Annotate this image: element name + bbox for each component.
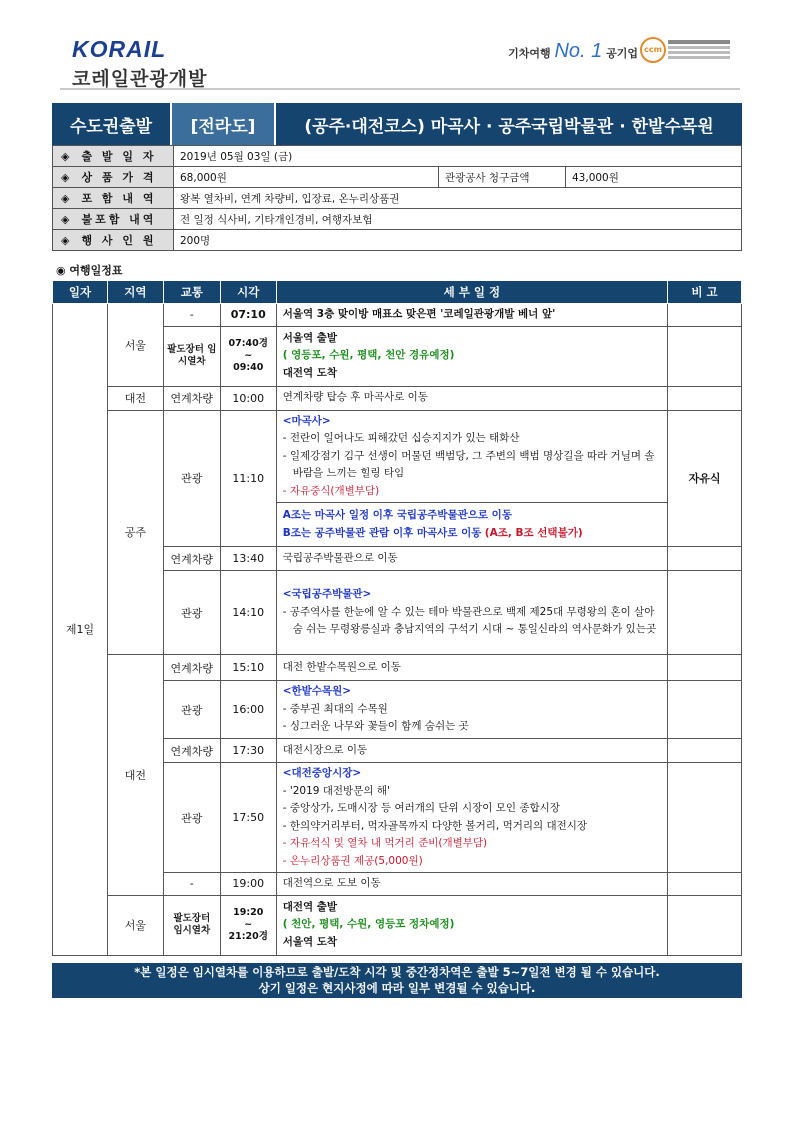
claim-label: 관광공사 청구금액 [439,167,566,188]
detail-line: - 전란이 일어나도 피해갔던 십승지지가 있는 태화산 [282,432,520,444]
detail-line: - 공주역사를 한눈에 알 수 있는 테마 박물관으로 백제 제25대 무령왕의 혼이 살아 숨 쉬는 무령왕릉실과 충남지역의 구석기 시대 ~ 통일신라의 역사문화가 있는곳 [282,605,657,636]
time-sep: ~ [244,350,253,361]
time-end: 09:40 [233,362,264,373]
place-title: <국립공주박물관> [282,588,372,601]
slogan-no1: No. 1 [554,40,603,62]
province: [전라도] [172,103,276,145]
date-value: 2019년 05월 03일 (금) [174,146,742,167]
course-title: (공주·대전코스) 마곡사 · 공주국립박물관 · 한밭수목원 [304,116,714,137]
claim-value: 43,000원 [566,167,742,188]
info-row-people [53,230,742,251]
detail-line: 대전역 출발 [282,900,338,913]
diamond-marker-icon: ◈ [61,192,70,205]
group-warning: (A조, B조 선택불가) [484,526,583,539]
detail-line: - 온누리상품권 제공(5,000원) [282,854,423,867]
detail-line: ( 천안, 평택, 수원, 영등포 정차예정) [282,918,455,931]
slogan [508,40,638,63]
footer-line-1: *본 일정은 임시열차를 이용하므로 출발/도착 시각 및 중간정차역은 출발 5~7일전 변경 될 수 있습니다. [134,965,660,979]
note-cell: 자유식 [668,410,742,547]
detail-line: - 중앙상가, 도매시장 등 여러개의 단위 시장이 모인 종합시장 [282,802,560,814]
col-header-detail: 세 부 일 정 [276,281,667,304]
detail-cell: 서울역 3층 맞이방 매표소 맞은편 '코레일관광개발 베너 앞' [276,304,667,327]
ccm-mark: ccm [640,37,666,63]
page-header [60,30,740,96]
transport-line: 임시열차 [178,344,217,367]
region-seoul: 서울 [107,304,163,387]
info-row-excluded [53,209,742,230]
time-start: 07:40경 [228,338,268,349]
transport-cell: 관광 [163,410,220,547]
detail-cell [276,503,667,547]
table-row [53,304,742,327]
transport-cell: - [163,873,220,896]
ccm-text-lines [668,38,730,61]
excluded-label: 불포함 내역 [81,213,157,226]
title-bar [52,103,742,145]
detail-line: - 자유중식(개별부담) [282,484,380,497]
time-end: 21:20경 [228,931,268,942]
transport-cell: 연계차량 [163,739,220,763]
time-start: 19:20 [233,907,264,918]
transport-cell: 관광 [163,571,220,655]
transport-cell: 연계차량 [163,547,220,571]
table-row [53,895,742,955]
transport-cell: 관광 [163,763,220,873]
detail-line: - '2019 대전방문의 해' [282,784,390,797]
table-row [53,386,742,410]
info-row-price [53,167,742,188]
note-cell [668,571,742,655]
transport-cell: - [163,304,220,327]
detail-cell: 대전시장으로 이동 [276,739,667,763]
detail-line: - 일제강점기 김구 선생이 머물던 백범당, 그 주변의 백범 명상길을 따라 거닐며 솔바람을 느끼는 힐링 타임 [282,449,655,479]
detail-line: 서울역 도착 [282,935,338,948]
detail-line: - 싱그러운 나무와 꽃들이 함께 숨쉬는 곳 [282,720,469,733]
detail-cell: 연계차량 탑승 후 마곡사로 이동 [276,386,667,410]
time-cell: 07:10 [220,304,276,327]
region-gongju: 공주 [107,410,163,655]
transport-cell [163,895,220,955]
note-cell [668,739,742,763]
date-label: 출 발 일 자 [81,150,157,163]
detail-line: 서울역 출발 [282,331,338,344]
diamond-marker-icon: ◈ [61,234,70,247]
diamond-marker-icon: ◈ [61,213,70,226]
note-cell [668,386,742,410]
transport-cell: 연계차량 [163,655,220,681]
col-header-note: 비 고 [668,281,742,304]
people-label: 행 사 인 원 [81,234,157,247]
time-cell: 17:30 [220,739,276,763]
time-cell: 10:00 [220,386,276,410]
detail-line: 대전역 도착 [282,366,338,379]
time-cell [220,326,276,386]
people-value: 200명 [174,230,742,251]
included-label: 포 함 내 역 [81,192,157,205]
time-cell: 16:00 [220,681,276,739]
product-info-table [52,145,742,251]
region-seoul: 서울 [107,895,163,955]
time-cell: 15:10 [220,655,276,681]
company-name: 코레일관광개발 [72,68,208,90]
footer-notice [52,963,742,998]
group-a-line: A조는 마곡사 일정 이후 국립공주박물관으로 이동 [282,509,512,521]
ccm-badge [640,36,732,62]
slogan-prefix: 기차여행 [508,47,551,60]
itinerary-label: ◉ 여행일정표 [56,264,123,277]
table-row [53,655,742,681]
transport-cell: 연계차량 [163,386,220,410]
header-divider [60,88,740,90]
diamond-marker-icon: ◈ [61,171,70,184]
detail-cell [276,763,667,873]
price-label: 상 품 가 격 [81,171,157,184]
time-cell [220,895,276,955]
time-cell: 17:50 [220,763,276,873]
note-cell [668,547,742,571]
note-cell [668,304,742,327]
transport-cell [163,326,220,386]
region-daejeon: 대전 [107,386,163,410]
detail-cell [276,681,667,739]
info-row-date [53,146,742,167]
table-row [53,410,742,503]
detail-cell [276,895,667,955]
col-header-time: 시각 [220,281,276,304]
slogan-suffix: 공기업 [606,47,638,60]
place-title: <대전중앙시장> [282,767,362,779]
price-value: 68,000원 [174,167,439,188]
note-cell [668,326,742,386]
time-sep: ~ [244,919,253,930]
departure-region: 수도권출발 [52,103,172,145]
detail-cell: 국립공주박물관으로 이동 [276,547,667,571]
time-cell: 11:10 [220,410,276,547]
note-cell [668,895,742,955]
detail-line: - 자유석식 및 열차 내 먹거리 준비(개별부담) [282,837,488,849]
transport-cell: 관광 [163,681,220,739]
group-b-line: B조는 공주박물관 관람 이후 마곡사로 이동 [282,526,482,539]
itinerary-table [52,280,742,956]
footer-line-2: 상기 일정은 현지사정에 따라 일부 변경될 수 있습니다. [258,981,536,995]
note-cell [668,873,742,896]
included-value: 왕복 열차비, 연계 차량비, 입장료, 온누리상품권 [174,188,742,209]
detail-cell [276,410,667,503]
time-cell: 19:00 [220,873,276,896]
korail-logo: KORAIL [72,36,167,62]
note-cell [668,655,742,681]
excluded-value: 전 일정 식사비, 기타개인경비, 여행자보험 [174,209,742,230]
detail-cell [276,571,667,655]
table-header-row [53,281,742,304]
info-row-included [53,188,742,209]
detail-line: - 중부권 최대의 수목원 [282,702,388,715]
place-title: <한밭수목원> [282,685,352,698]
time-cell: 13:40 [220,547,276,571]
transport-line: 팔도장터 [167,344,204,355]
transport-line: 팔도장터 [173,913,211,924]
col-header-region: 지역 [107,281,163,304]
transport-line: 임시열차 [173,925,211,936]
note-cell [668,763,742,873]
detail-cell: 대전 한밭수목원으로 이동 [276,655,667,681]
diamond-marker-icon: ◈ [61,150,70,163]
col-header-day: 일자 [53,281,108,304]
region-daejeon: 대전 [107,655,163,896]
time-cell: 14:10 [220,571,276,655]
place-title: <마곡사> [282,414,331,427]
detail-line: - 한의약거리부터, 먹자골목까지 다양한 볼거리, 먹거리의 대전시장 [282,819,588,832]
detail-line: ( 영등포, 수원, 평택, 천안 경유예정) [282,349,455,362]
col-header-transport: 교통 [163,281,220,304]
day-cell: 제1일 [53,304,108,956]
detail-cell [276,326,667,386]
note-cell [668,681,742,739]
detail-cell: 대전역으로 도보 이동 [276,873,667,896]
